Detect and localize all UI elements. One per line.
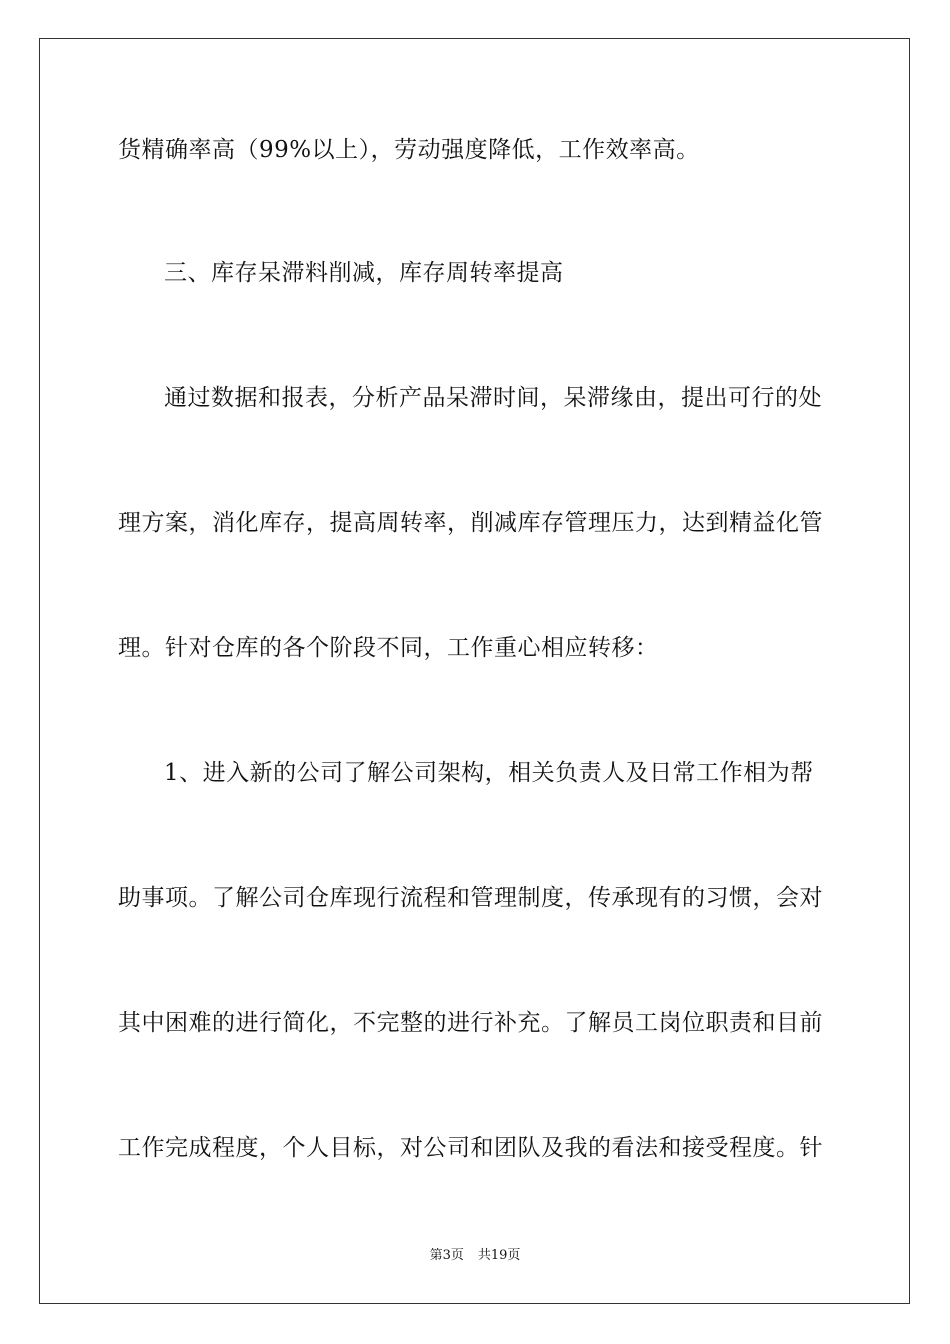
page-footer [0,1247,950,1265]
paragraph-line: 理方案，消化库存，提高周转率，削减库存管理压力，达到精益化管 [118,510,823,536]
paragraph-line: 工作完成程度，个人目标，对公司和团队及我的看法和接受程度。针 [118,1135,823,1161]
page-number: 第3页 [429,1248,464,1263]
paragraph-line: 助事项。了解公司仓库现行流程和管理制度，传承现有的习惯，会对 [118,885,823,911]
list-item-line: 1、进入新的公司了解公司架构，相关负责人及日常工作相为帮 [164,760,814,786]
paragraph-line: 通过数据和报表，分析产品呆滞时间，呆滞缘由，提出可行的处 [164,385,822,411]
section-heading: 三、库存呆滞料削减，库存周转率提高 [164,260,564,286]
page-total: 共19页 [477,1248,521,1263]
page-frame [39,38,910,1304]
paragraph-line: 其中困难的进行简化，不完整的进行补充。了解员工岗位职责和目前 [118,1010,823,1036]
paragraph-line: 货精确率高（99%以上），劳动强度降低，工作效率高。 [118,137,700,163]
paragraph-line: 理。针对仓库的各个阶段不同，工作重心相应转移： [118,635,659,661]
